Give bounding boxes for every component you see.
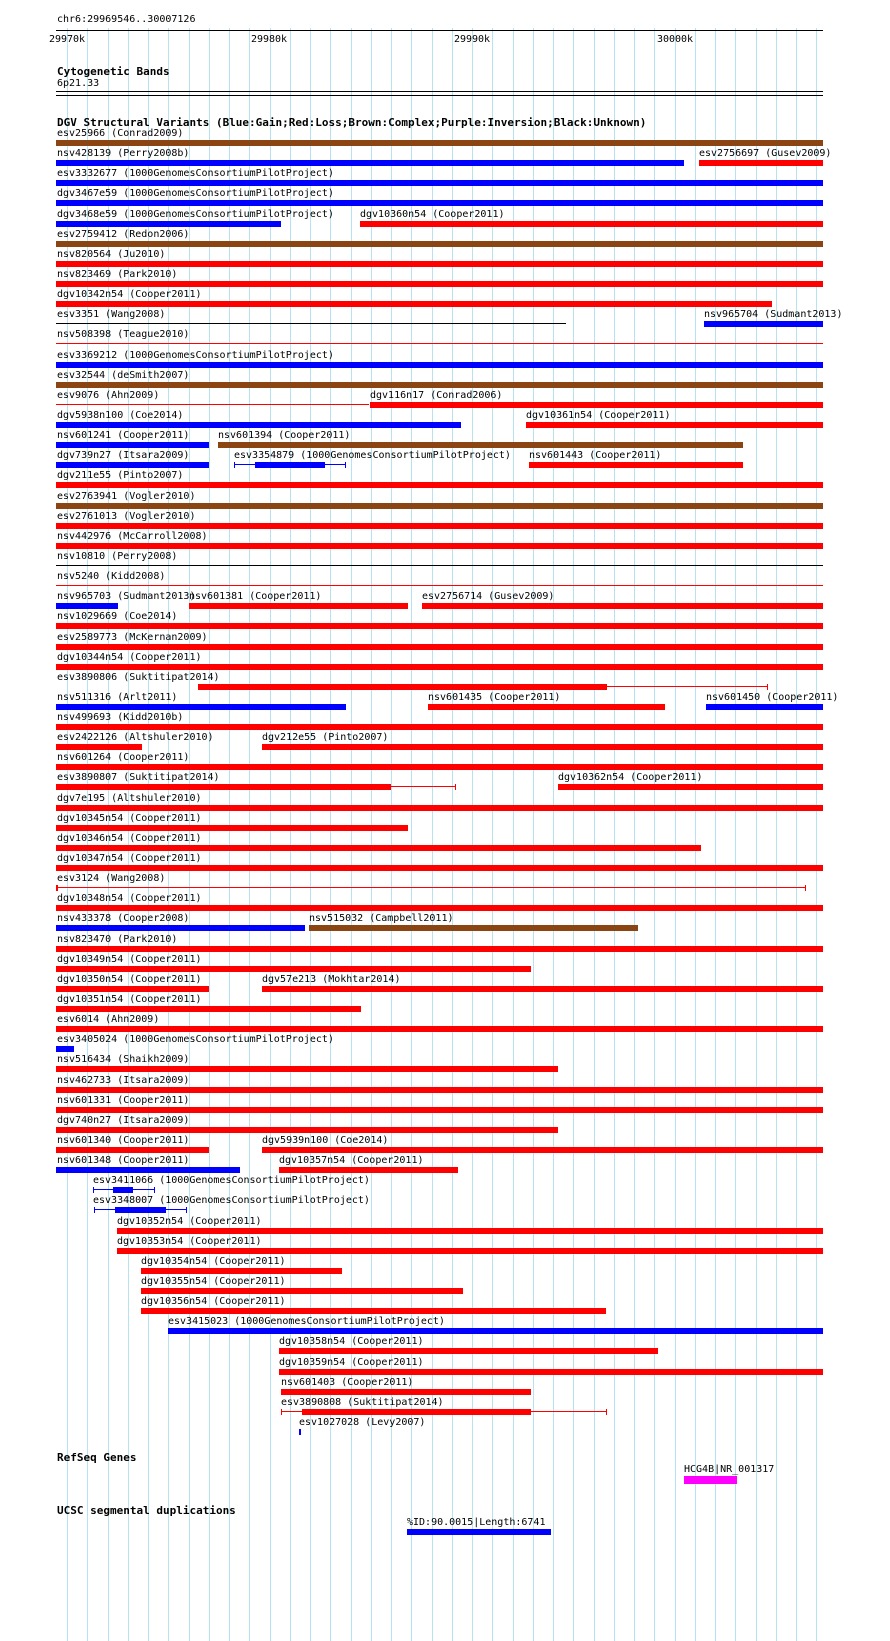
gene-feature[interactable] xyxy=(684,1476,737,1484)
grid-line xyxy=(756,28,757,1641)
variant-extent-cap xyxy=(805,885,806,891)
variant-label: dgv3467e59 (1000GenomesConsortiumPilotProject) xyxy=(57,188,334,199)
variant-label: esv1027028 (Levy2007) xyxy=(299,1417,426,1428)
variant-feature[interactable] xyxy=(279,1348,658,1354)
variant-label: dgv10349n54 (Cooper2011) xyxy=(57,954,202,965)
variant-feature[interactable] xyxy=(198,684,606,690)
variant-feature[interactable] xyxy=(56,343,823,344)
variant-extent-line xyxy=(56,887,805,888)
variant-feature[interactable] xyxy=(302,1409,531,1415)
variant-feature[interactable] xyxy=(56,1087,823,1093)
variant-label: esv3369212 (1000GenomesConsortiumPilotProject) xyxy=(57,350,334,361)
variant-extent-line xyxy=(390,786,455,787)
dgv-track-title[interactable]: DGV Structural Variants (Blue:Gain;Red:Loss;Brown:Complex;Purple:Inversion;Black:Unknown) xyxy=(57,116,647,129)
variant-feature[interactable] xyxy=(309,925,638,931)
grid-line xyxy=(634,28,635,1641)
variant-extent-cap xyxy=(606,684,607,690)
variant-label: esv3348007 (1000GenomesConsortiumPilotProject) xyxy=(93,1195,370,1206)
variant-label: esv2763941 (Vogler2010) xyxy=(57,491,196,502)
variant-label: esv2756697 (Gusev2009) xyxy=(699,148,832,159)
grid-line xyxy=(553,28,554,1641)
variant-label: dgv10358n54 (Cooper2011) xyxy=(279,1336,424,1347)
variant-feature[interactable] xyxy=(168,1328,823,1334)
variant-feature[interactable] xyxy=(56,644,823,650)
variant-extent-cap xyxy=(234,462,235,468)
variant-label: nsv5240 (Kidd2008) xyxy=(57,571,166,582)
variant-feature[interactable] xyxy=(56,966,531,972)
variant-extent-cap xyxy=(186,1207,187,1213)
variant-feature[interactable] xyxy=(56,281,823,287)
variant-label: dgv211e55 (Pinto2007) xyxy=(57,470,184,481)
variant-feature[interactable] xyxy=(422,603,823,609)
variant-label: esv2759412 (Redon2006) xyxy=(57,229,190,240)
grid-line xyxy=(654,28,655,1641)
variant-label: dgv57e213 (Mokhtar2014) xyxy=(262,974,401,985)
variant-label: nsv601450 (Cooper2011) xyxy=(706,692,839,703)
variant-label: dgv10359n54 (Cooper2011) xyxy=(279,1357,424,1368)
variant-feature[interactable] xyxy=(56,585,823,586)
variant-label: nsv442976 (McCarroll2008) xyxy=(57,531,208,542)
variant-feature[interactable] xyxy=(704,321,823,327)
ruler-tick-label: 29990k xyxy=(453,34,491,45)
variant-label: esv3405024 (1000GenomesConsortiumPilotProject) xyxy=(57,1034,334,1045)
variant-feature[interactable] xyxy=(56,885,58,891)
variant-feature[interactable] xyxy=(141,1268,342,1274)
variant-label: nsv601340 (Cooper2011) xyxy=(57,1135,190,1146)
variant-label: esv3890807 (Suktitipat2014) xyxy=(57,772,220,783)
variant-label: esv2422126 (Altshuler2010) xyxy=(57,732,214,743)
variant-feature[interactable] xyxy=(56,221,281,227)
variant-feature[interactable] xyxy=(56,825,408,831)
variant-label: nsv965703 (Sudmant2013) xyxy=(57,591,196,602)
variant-label: dgv10351n54 (Cooper2011) xyxy=(57,994,202,1005)
variant-feature[interactable] xyxy=(56,704,346,710)
variant-feature[interactable] xyxy=(56,744,142,750)
grid-line xyxy=(513,28,514,1641)
variant-label: dgv212e55 (Pinto2007) xyxy=(262,732,389,743)
variant-label: nsv601241 (Cooper2011) xyxy=(57,430,190,441)
segdup-track-title[interactable]: UCSC segmental duplications xyxy=(57,1504,236,1517)
variant-feature[interactable] xyxy=(279,1167,458,1173)
variant-feature[interactable] xyxy=(56,160,684,166)
variant-label: nsv601443 (Cooper2011) xyxy=(529,450,662,461)
variant-feature[interactable] xyxy=(56,404,369,405)
variant-feature[interactable] xyxy=(56,1107,823,1113)
variant-feature[interactable] xyxy=(141,1308,606,1314)
variant-feature[interactable] xyxy=(56,946,823,952)
variant-label: dgv10362n54 (Cooper2011) xyxy=(558,772,703,783)
variant-feature[interactable] xyxy=(56,905,823,911)
variant-label: nsv601264 (Cooper2011) xyxy=(57,752,190,763)
grid-line xyxy=(594,28,595,1641)
grid-line xyxy=(614,28,615,1641)
variant-feature[interactable] xyxy=(56,1026,823,1032)
variant-feature[interactable] xyxy=(56,462,209,468)
variant-feature[interactable] xyxy=(56,623,823,629)
variant-feature[interactable] xyxy=(360,221,823,227)
variant-feature[interactable] xyxy=(262,986,823,992)
variant-label: dgv10350n54 (Cooper2011) xyxy=(57,974,202,985)
variant-label: nsv965704 (Sudmant2013) xyxy=(704,309,843,320)
variant-feature[interactable] xyxy=(56,764,823,770)
variant-label: esv2589773 (McKernan2009) xyxy=(57,632,208,643)
variant-label: nsv508398 (Teague2010) xyxy=(57,329,190,340)
variant-feature[interactable] xyxy=(56,1046,73,1052)
variant-label: dgv10354n54 (Cooper2011) xyxy=(141,1256,286,1267)
variant-label: dgv10355n54 (Cooper2011) xyxy=(141,1276,286,1287)
gene-label: HCG4B|NR_001317 xyxy=(684,1464,775,1475)
variant-label: nsv462733 (Itsara2009) xyxy=(57,1075,190,1086)
variant-feature[interactable] xyxy=(56,382,823,388)
variant-feature[interactable] xyxy=(56,845,701,851)
variant-label: esv3354879 (1000GenomesConsortiumPilotProject) xyxy=(234,450,511,461)
variant-label: nsv823470 (Park2010) xyxy=(57,934,178,945)
variant-feature[interactable] xyxy=(56,261,823,267)
refseq-track-title[interactable]: RefSeq Genes xyxy=(57,1451,137,1464)
variant-label: esv3890806 (Suktitipat2014) xyxy=(57,672,220,683)
variant-extent-cap xyxy=(390,784,391,790)
variant-label: esv9076 (Ahn2009) xyxy=(57,390,160,401)
variant-label: dgv10346n54 (Cooper2011) xyxy=(57,833,202,844)
variant-feature[interactable] xyxy=(56,986,209,992)
variant-feature[interactable] xyxy=(279,1369,823,1375)
segdup-feature[interactable] xyxy=(407,1529,551,1535)
segdup-label: %ID:90.0015|Length:6741 xyxy=(407,1517,546,1528)
variant-feature[interactable] xyxy=(56,523,823,529)
variant-feature[interactable] xyxy=(56,805,823,811)
grid-line xyxy=(796,28,797,1641)
grid-line xyxy=(695,28,696,1641)
variant-feature[interactable] xyxy=(56,503,823,509)
variant-extent-line xyxy=(606,686,767,687)
variant-feature[interactable] xyxy=(56,925,305,931)
variant-feature[interactable] xyxy=(56,543,823,549)
variant-label: nsv601403 (Cooper2011) xyxy=(281,1377,414,1388)
ruler-tick-label: 29980k xyxy=(250,34,288,45)
variant-label: dgv10342n54 (Cooper2011) xyxy=(57,289,202,300)
variant-feature[interactable] xyxy=(56,784,390,790)
variant-feature[interactable] xyxy=(299,1429,301,1435)
variant-feature[interactable] xyxy=(56,362,823,368)
variant-extent-cap xyxy=(281,1409,282,1415)
grid-line xyxy=(270,28,271,1641)
variant-label: esv3415023 (1000GenomesConsortiumPilotProject) xyxy=(168,1316,445,1327)
variant-feature[interactable] xyxy=(56,323,566,324)
grid-line xyxy=(573,28,574,1641)
variant-extent-cap xyxy=(73,1046,74,1052)
variant-extent-cap xyxy=(93,1187,94,1193)
variant-feature[interactable] xyxy=(56,1167,240,1173)
variant-feature[interactable] xyxy=(255,462,325,468)
variant-label: dgv10347n54 (Cooper2011) xyxy=(57,853,202,864)
variant-feature[interactable] xyxy=(56,565,823,566)
variant-feature[interactable] xyxy=(56,241,823,247)
variant-feature[interactable] xyxy=(113,1187,133,1193)
variant-label: nsv433378 (Cooper2008) xyxy=(57,913,190,924)
grid-line xyxy=(715,28,716,1641)
grid-line xyxy=(209,28,210,1641)
variant-label: dgv3468e59 (1000GenomesConsortiumPilotProject) xyxy=(57,209,334,220)
variant-label: dgv740n27 (Itsara2009) xyxy=(57,1115,190,1126)
variant-feature[interactable] xyxy=(428,704,665,710)
cytoband-label: 6p21.33 xyxy=(57,78,100,89)
variant-label: dgv7e195 (Altshuler2010) xyxy=(57,793,202,804)
variant-label: esv2756714 (Gusev2009) xyxy=(422,591,555,602)
variant-label: esv6014 (Ahn2009) xyxy=(57,1014,160,1025)
grid-line xyxy=(229,28,230,1641)
variant-label: nsv601381 (Cooper2011) xyxy=(189,591,322,602)
variant-label: esv3124 (Wang2008) xyxy=(57,873,166,884)
variant-label: dgv10356n54 (Cooper2011) xyxy=(141,1296,286,1307)
variant-feature[interactable] xyxy=(56,200,823,206)
variant-label: nsv499693 (Kidd2010b) xyxy=(57,712,184,723)
variant-feature[interactable] xyxy=(56,1147,209,1153)
variant-label: nsv511316 (Arlt2011) xyxy=(57,692,178,703)
grid-line xyxy=(533,28,534,1641)
ruler-axis xyxy=(56,30,823,31)
variant-feature[interactable] xyxy=(115,1207,166,1213)
variant-feature[interactable] xyxy=(141,1288,463,1294)
variant-extent-cap xyxy=(345,462,346,468)
cytoband-bar xyxy=(56,91,823,92)
cytoband-bar-lower xyxy=(56,95,823,96)
variant-label: nsv601394 (Cooper2011) xyxy=(218,430,351,441)
variant-label: esv2761013 (Vogler2010) xyxy=(57,511,196,522)
variant-feature[interactable] xyxy=(56,422,461,428)
cytoband-track-title[interactable]: Cytogenetic Bands xyxy=(57,65,170,78)
variant-feature[interactable] xyxy=(56,1066,558,1072)
variant-feature[interactable] xyxy=(56,603,118,609)
variant-feature[interactable] xyxy=(56,1006,361,1012)
variant-label: nsv823469 (Park2010) xyxy=(57,269,178,280)
variant-feature[interactable] xyxy=(218,442,743,448)
variant-label: esv3890808 (Suktitipat2014) xyxy=(281,1397,444,1408)
variant-extent-cap xyxy=(767,684,768,690)
variant-label: dgv739n27 (Itsara2009) xyxy=(57,450,190,461)
variant-feature[interactable] xyxy=(699,160,823,166)
variant-feature[interactable] xyxy=(281,1389,531,1395)
coordinate-label: chr6:29969546..30007126 xyxy=(57,14,196,25)
variant-feature[interactable] xyxy=(56,1127,558,1133)
ruler-tick-label: 30000k xyxy=(656,34,694,45)
variant-label: dgv116n17 (Conrad2006) xyxy=(370,390,503,401)
variant-feature[interactable] xyxy=(117,1228,823,1234)
variant-feature[interactable] xyxy=(526,422,823,428)
variant-label: nsv515032 (Campbell2011) xyxy=(309,913,454,924)
variant-feature[interactable] xyxy=(56,180,823,186)
grid-line xyxy=(249,28,250,1641)
variant-feature[interactable] xyxy=(56,724,823,730)
variant-feature[interactable] xyxy=(56,482,823,488)
variant-label: esv32544 (deSmith2007) xyxy=(57,370,190,381)
variant-label: esv3351 (Wang2008) xyxy=(57,309,166,320)
variant-feature[interactable] xyxy=(56,301,772,307)
variant-label: dgv10357n54 (Cooper2011) xyxy=(279,1155,424,1166)
variant-label: dgv10348n54 (Cooper2011) xyxy=(57,893,202,904)
variant-label: dgv10353n54 (Cooper2011) xyxy=(117,1236,262,1247)
variant-label: nsv601331 (Cooper2011) xyxy=(57,1095,190,1106)
variant-label: esv25966 (Conrad2009) xyxy=(57,128,184,139)
variant-feature[interactable] xyxy=(262,1147,823,1153)
variant-feature[interactable] xyxy=(262,744,823,750)
variant-label: dgv5939n100 (Coe2014) xyxy=(262,1135,389,1146)
grid-line xyxy=(492,28,493,1641)
variant-label: nsv516434 (Shaikh2009) xyxy=(57,1054,190,1065)
variant-label: nsv1029669 (Coe2014) xyxy=(57,611,178,622)
variant-label: nsv601348 (Cooper2011) xyxy=(57,1155,190,1166)
variant-feature[interactable] xyxy=(117,1248,823,1254)
variant-label: dgv5938n100 (Coe2014) xyxy=(57,410,184,421)
variant-feature[interactable] xyxy=(56,140,823,146)
grid-line xyxy=(675,28,676,1641)
variant-extent-cap xyxy=(606,1409,607,1415)
variant-feature[interactable] xyxy=(189,603,408,609)
grid-line xyxy=(452,28,453,1641)
variant-extent-cap xyxy=(94,1207,95,1213)
variant-feature[interactable] xyxy=(370,402,823,408)
grid-line xyxy=(816,28,817,1641)
variant-label: nsv601435 (Cooper2011) xyxy=(428,692,561,703)
variant-extent-cap xyxy=(154,1187,155,1193)
variant-feature[interactable] xyxy=(56,865,823,871)
grid-line xyxy=(735,28,736,1641)
variant-label: dgv10361n54 (Cooper2011) xyxy=(526,410,671,421)
variant-label: dgv10360n54 (Cooper2011) xyxy=(360,209,505,220)
grid-line xyxy=(472,28,473,1641)
variant-label: dgv10345n54 (Cooper2011) xyxy=(57,813,202,824)
variant-label: esv3332677 (1000GenomesConsortiumPilotProject) xyxy=(57,168,334,179)
variant-label: nsv820564 (Ju2010) xyxy=(57,249,166,260)
grid-line xyxy=(776,28,777,1641)
variant-feature[interactable] xyxy=(706,704,823,710)
variant-feature[interactable] xyxy=(558,784,823,790)
variant-label: dgv10352n54 (Cooper2011) xyxy=(117,1216,262,1227)
variant-label: nsv428139 (Perry2008b) xyxy=(57,148,190,159)
variant-feature[interactable] xyxy=(56,442,209,448)
variant-label: esv3411066 (1000GenomesConsortiumPilotProject) xyxy=(93,1175,370,1186)
variant-extent-cap xyxy=(455,784,456,790)
ruler-tick-label: 29970k xyxy=(48,34,86,45)
variant-feature[interactable] xyxy=(529,462,743,468)
variant-label: dgv10344n54 (Cooper2011) xyxy=(57,652,202,663)
variant-feature[interactable] xyxy=(56,664,823,670)
variant-label: nsv10810 (Perry2008) xyxy=(57,551,178,562)
